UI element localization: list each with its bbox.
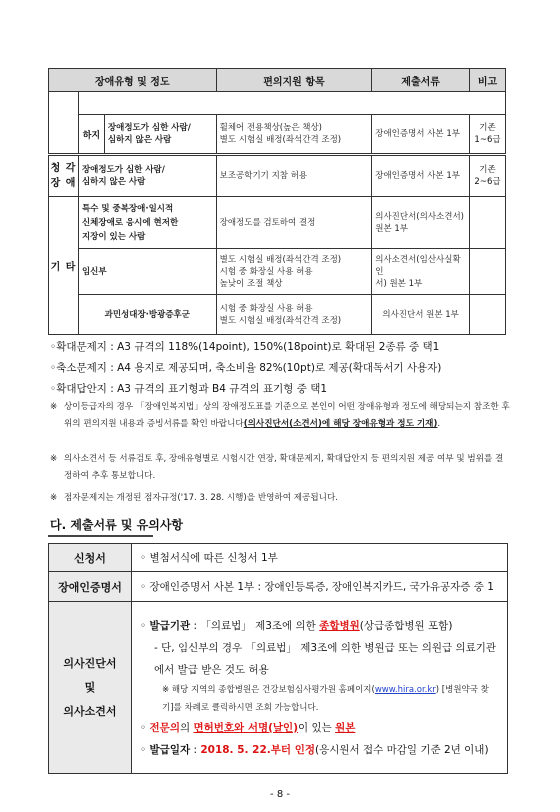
- issue-date-highlight: 2018. 5. 22.부터 인정: [200, 743, 315, 756]
- degree-cell: 과민성대장·방광증후군: [78, 295, 216, 335]
- note-highlight: (의사진단서(소견서)에 해당 장애유형과 정도 기재): [243, 419, 438, 429]
- pregnancy-exception: - 단, 임신부의 경우 「의료법」 제3조에 의한 병원급 또는 의원급 의료기관에서 발급 받은 것도 허용: [154, 641, 497, 676]
- issuer-label: 발급기관: [149, 619, 191, 632]
- table-row: [49, 572, 508, 602]
- label-disability-cert: 장애인증명서: [49, 572, 132, 602]
- original-highlight: 원본: [335, 721, 356, 734]
- note-reduced-question: ◦축소문제지 : A4 용지로 제공되며, 축소비율 82%(10pt)로 제공(확대독서기 사용자): [50, 362, 442, 374]
- bullet: ◦: [140, 619, 150, 632]
- degree-cell: 임신부: [78, 249, 216, 295]
- table-row: [49, 295, 506, 335]
- license-signature-highlight: 면허번호와 서명(날인): [193, 721, 298, 734]
- issue-date-suffix: (응시원서 접수 마감일 기준 2년 이내): [314, 743, 489, 756]
- category-hearing: 청 각 장 애: [49, 155, 79, 197]
- note-enlarged-answer: ◦확대답안지 : A3 규격의 표기형과 B4 규격의 표기형 중 택1: [50, 383, 328, 395]
- submission-table: [48, 543, 508, 774]
- docs-cell: 장애인증명서 사본 1부: [372, 155, 470, 197]
- note-symbol: ※: [50, 493, 58, 503]
- section-title: 다. 제출서류 및 유의사항: [50, 518, 184, 532]
- note-text: 상이등급자의 경우 「장애인복지법」상의 장애정도표를 기준으로 본인이 어떤 장애유형과 정도에 해당되는지 참조한 후 위의 편의지원 내용과 증빙서류를 확인 바랍니다: [64, 402, 510, 429]
- header-disability-type: 장애유형 및 정도: [49, 69, 217, 92]
- table-row: [49, 92, 506, 115]
- note-suffix: ) [병원약국 찾기]를 차례로 클릭하시면 조회 가능합니다.: [162, 684, 489, 713]
- support-cell: 장애정도를 검토하여 결정: [216, 197, 372, 249]
- note-prefix: ※ 해당 지역의 종합병원은 건강보험심사평가원 홈페이지(: [162, 684, 375, 695]
- degree-cell: 특수 및 중복장애·일시적 신체장애로 응시에 현저한 지장이 있는 사람: [78, 197, 216, 249]
- table-row: [49, 249, 506, 295]
- note-symbol: ※: [50, 402, 58, 412]
- text: 의: [179, 721, 194, 734]
- degree-cell: 장애정도가 심한 사람/ 심하지 않은 사람: [104, 115, 216, 155]
- issuer-line: [140, 615, 499, 637]
- note-braille: [50, 490, 510, 507]
- note-review: [50, 451, 510, 485]
- table-row: [49, 544, 508, 572]
- category-other: 기 타: [49, 197, 79, 335]
- header-note: 비고: [470, 69, 506, 92]
- note-text: 의사소견서 등 서류검토 후, 장애유형별로 시험시간 연장, 확대문제지, 확대답안지 등 편의지원 제공 여부 및 범위를 결정하여 추후 통보합니다.: [64, 454, 504, 481]
- text: :: [190, 743, 201, 756]
- issuer-suffix: (상급종합병원 포함): [359, 619, 453, 632]
- header-documents: 제출서류: [372, 69, 470, 92]
- text: 이 있는: [298, 721, 336, 734]
- label-medical-cert: 의사진단서 및 의사소견서: [49, 602, 132, 774]
- table-row: [49, 155, 506, 197]
- table-header-row: [49, 69, 506, 92]
- degree-cell: 장애정도가 심한 사람/ 심하지 않은 사람: [78, 155, 216, 197]
- support-cell: 별도 시험실 배정(좌석간격 조정) 시험 중 화장실 사용 허용 높낮이 조절 책상: [216, 249, 372, 295]
- note-cell: 기존 1~6급: [470, 115, 506, 155]
- note-text: 점자문제지는 개정된 점자규정('17. 3. 28. 시행)을 반영하여 제공됩니다.: [64, 493, 338, 503]
- docs-cell: 장애인증명서 사본 1부: [372, 115, 470, 155]
- docs-cell: 의사소견서(임산사실확인 서) 원본 1부: [372, 249, 470, 295]
- note-symbol: ※: [50, 454, 58, 464]
- hospital-search-note: [140, 681, 499, 717]
- value-medical-cert: [132, 602, 508, 774]
- issue-date-label: 발급일자: [149, 743, 191, 756]
- accommodation-table: [48, 68, 506, 335]
- page-number: - 8 -: [270, 789, 290, 800]
- support-cell: 휠체어 전용책상(높은 책상) 별도 시험실 배정(좌석간격 조정): [216, 115, 372, 155]
- table-row: [49, 602, 508, 774]
- sub-type-cell: 하지: [78, 115, 104, 155]
- bullet: ◦: [140, 721, 150, 734]
- note-cell: 기존 2~6급: [470, 155, 506, 197]
- label-application: 신청서: [49, 544, 132, 572]
- support-cell: 시험 중 화장실 사용 허용 별도 시험실 배정(좌석간격 조정): [216, 295, 372, 335]
- specialist-highlight: 전문의: [149, 721, 180, 734]
- section-title-underline: [48, 535, 153, 537]
- note-cell: [470, 295, 506, 335]
- note-cell: [470, 197, 506, 249]
- value-application: ◦ 별첨서식에 따른 신청서 1부: [132, 544, 508, 572]
- value-disability-cert: ◦ 장애인증명서 사본 1부 : 장애인등록증, 장애인복지카드, 국가유공자증 중 1: [132, 572, 508, 602]
- note-enlarged-question: ◦확대문제지 : A3 규격의 118%(14point), 150%(18point)로 확대된 2종류 중 택1: [50, 341, 440, 353]
- table-row: [49, 115, 506, 155]
- header-support-items: 편의지원 항목: [216, 69, 372, 92]
- note-disability-guide: [50, 399, 510, 433]
- support-cell: 보조공학기기 지참 허용: [216, 155, 372, 197]
- original-requirement-line: [140, 717, 499, 739]
- docs-cell: 의사진단서 원본 1부: [372, 295, 470, 335]
- docs-cell: 의사진단서(의사소견서) 원본 1부: [372, 197, 470, 249]
- issuer-text: : 「의료법」 제3조에 의한: [190, 619, 320, 632]
- table-row: [49, 197, 506, 249]
- note-end: .: [437, 419, 441, 429]
- issue-date-line: [140, 739, 499, 761]
- note-cell: [470, 249, 506, 295]
- bullet: ◦: [140, 743, 150, 756]
- general-hospital-highlight: 종합병원: [319, 619, 360, 632]
- hira-link[interactable]: www.hira.or.kr: [374, 684, 436, 695]
